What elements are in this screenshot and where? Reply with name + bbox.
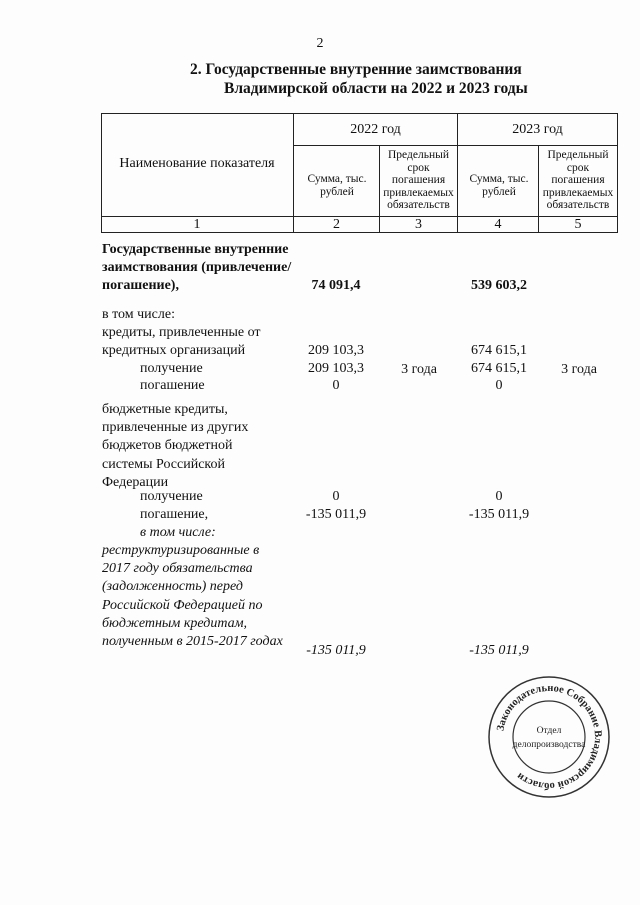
row-budget-including: в том числе:: [140, 525, 216, 540]
row-restructured-2022: -135 011,9: [306, 643, 366, 658]
section-title: [190, 60, 528, 98]
official-seal: [486, 674, 612, 800]
row-repayment-2022: 0: [332, 378, 340, 393]
row-total-label: Государственные внутренние заимствования (привлечение/погашение),: [102, 242, 292, 294]
seal-center-line-1: Отдел: [536, 726, 562, 736]
row-receipt-2023: 674 615,1: [471, 361, 527, 376]
title-line-1: 2. Государственные внутренние заимствования: [190, 61, 522, 78]
header-sum-2023: Сумма, тыс. рублей: [469, 173, 529, 198]
col-num-1: 1: [193, 217, 201, 232]
row-restructured-2023: -135 011,9: [469, 643, 529, 658]
row-budget-repayment-2022: -135 011,9: [305, 507, 367, 522]
row-term-2022: 3 года: [401, 362, 437, 377]
col-num-3: 3: [415, 217, 422, 232]
page-number: 2: [316, 36, 324, 51]
row-restructured-label: реструктуризированные в 2017 году обязательства (задолженность) перед Российской Федерацией по бюджетным кредитам, полученным в 2015-2017 годах: [102, 543, 283, 650]
row-total-2023: 539 603,2: [471, 278, 527, 293]
col-num-4: 4: [494, 217, 502, 232]
row-credits-2022: 209 103,3: [308, 343, 364, 358]
seal-ring-text: Законодательное Собрание Владимирской области: [495, 682, 604, 792]
row-receipt-label: получение: [140, 361, 203, 376]
row-repayment-2023: 0: [495, 378, 503, 393]
header-term-2022: Предельный срок погашения привлекаемых обязательств: [383, 149, 454, 211]
row-credits-2023: 674 615,1: [471, 343, 527, 358]
header-year-2023: 2023 год: [512, 122, 563, 137]
header-sum-2022: Сумма, тыс. рублей: [307, 173, 367, 198]
table-header: [101, 113, 618, 233]
row-budget-receipt-2023: 0: [495, 489, 503, 504]
seal-center-line-2: делопроизводства: [512, 740, 586, 750]
row-budget-label: бюджетные кредиты, привлеченные из других бюджетов бюджетной системы Российской Федерации: [102, 402, 249, 490]
row-budget-receipt-2022: 0: [332, 489, 340, 504]
row-including: в том числе:: [102, 307, 175, 322]
row-receipt-2022: 209 103,3: [308, 361, 364, 376]
header-year-2022: 2022 год: [350, 122, 401, 137]
row-total-2022: 74 091,4: [311, 278, 361, 293]
row-term-2023: 3 года: [561, 362, 597, 377]
col-num-5: 5: [574, 217, 582, 232]
header-term-2023: Предельный срок погашения привлекаемых обязательств: [542, 149, 614, 211]
row-budget-repayment-label: погашение,: [140, 507, 209, 522]
row-repayment-label: погашение: [140, 378, 205, 393]
title-line-2: Владимирской области на 2022 и 2023 годы: [224, 80, 528, 97]
row-budget-repayment-2023: -135 011,9: [468, 507, 530, 522]
header-name: Наименование показателя: [119, 156, 275, 171]
svg-text:Законодательное Собрание Влади: [495, 683, 603, 791]
row-credits-label: кредиты, привлеченные от кредитных организаций: [102, 325, 261, 359]
row-budget-receipt-label: получение: [140, 489, 203, 504]
col-num-2: 2: [333, 217, 340, 232]
